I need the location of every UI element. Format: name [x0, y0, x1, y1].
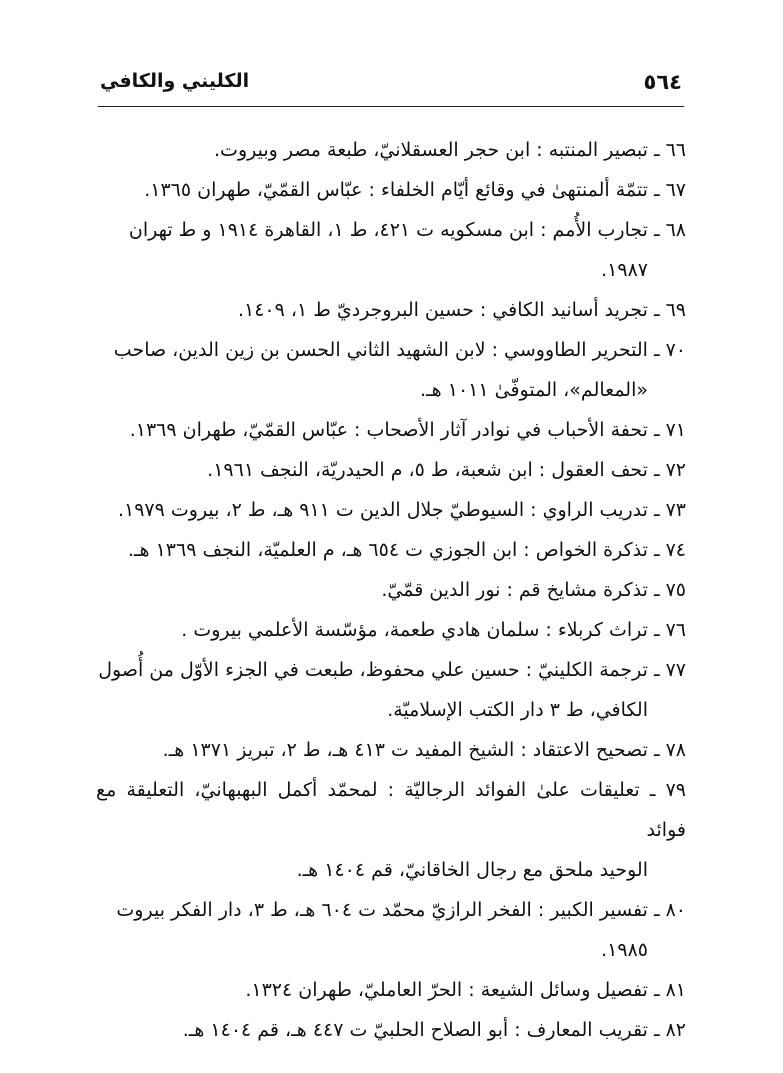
bibliography-entry-69 — [96, 290, 686, 330]
entry-continuation: «المعالم»، المتوفّىٰ ١٠١١ هـ. — [420, 379, 648, 401]
entry-text: ٧٧ ـ ترجمة الكلينيّ : حسين علي محفوظ، طبعت في الجزء الأوّل من أُصول — [98, 659, 686, 681]
entry-text: ٧٤ ـ تذكرة الخواص : ابن الجوزي ت ٦٥٤ هـ، م العلميّة، النجف ١٣٦٩ هـ. — [127, 539, 686, 561]
bibliography-entry-66 — [96, 130, 686, 170]
entry-text: ٧٥ ـ تذكرة مشايخ قم : نور الدين قمّيّ. — [381, 579, 686, 601]
entry-text: ٦٧ ـ تتمّة ألمنتهىٰ في وقائع أيّام الخلفاء : عبّاس القمّيّ، طهران ١٣٦٥. — [144, 179, 686, 201]
bibliography-entry-75 — [96, 570, 686, 610]
entry-text: ٦٩ ـ تجريد أسانيد الكافي : حسين البروجرديّ ط ١، ١٤٠٩. — [237, 299, 686, 321]
header-divider — [98, 106, 684, 107]
entry-text: ٧٣ ـ تدريب الراوي : السيوطيّ جلال الدين ت ٩١١ هـ، ط ٢، بيروت ١٩٧٩. — [117, 499, 686, 521]
entry-continuation: ١٩٨٥. — [601, 939, 648, 961]
bibliography-entry-68 — [96, 210, 686, 290]
bibliography-entry-74 — [96, 530, 686, 570]
bibliography-entry-67 — [96, 170, 686, 210]
bibliography-entry-82 — [96, 1010, 686, 1050]
entry-text: ٧٨ ـ تصحيح الاعتقاد : الشيخ المفيد ت ٤١٣ هـ، ط ٢، تبريز ١٣٧١ هـ. — [162, 739, 686, 761]
entry-text: ٨١ ـ تفصيل وسائل الشيعة : الحرّ العامليّ، طهران ١٣٢٤. — [245, 979, 686, 1001]
entry-text: ٧١ ـ تحفة الأحباب في نوادر آثار الأصحاب : عبّاس القمّيّ، طهران ١٣٦٩. — [129, 419, 686, 441]
entry-text: ٦٨ ـ تجارب الأُمم : ابن مسكويه ت ٤٢١، ط ١، القاهرة ١٩١٤ و ط تهران — [128, 219, 686, 241]
entry-text: ٦٦ ـ تبصير المنتبه : ابن حجر العسقلانيّ، طبعة مصر وبيروت. — [214, 139, 686, 161]
bibliography-list — [96, 130, 686, 1050]
bibliography-entry-79 — [96, 770, 686, 890]
entry-continuation: الكافي، ط ٣ دار الكتب الإسلاميّة. — [387, 699, 648, 721]
entry-continuation: ١٩٨٧. — [601, 259, 648, 281]
bibliography-entry-73 — [96, 490, 686, 530]
running-title: الكليني والكافي — [100, 70, 250, 92]
bibliography-entry-76 — [96, 610, 686, 650]
entry-text: ٧٢ ـ تحف العقول : ابن شعبة، ط ٥، م الحيدريّة، النجف ١٩٦١. — [207, 459, 686, 481]
entry-text: ٧٠ ـ التحرير الطاووسي : لابن الشهيد الثاني الحسن بن زين الدين، صاحب — [113, 339, 686, 361]
page-number: ٥٦٤ — [643, 70, 682, 94]
page-header — [100, 66, 682, 106]
bibliography-entry-70 — [96, 330, 686, 410]
bibliography-entry-72 — [96, 450, 686, 490]
bibliography-entry-78 — [96, 730, 686, 770]
entry-text: ٨٢ ـ تقريب المعارف : أبو الصلاح الحلبيّ ت ٤٤٧ هـ، قم ١٤٠٤ هـ. — [182, 1019, 686, 1041]
entry-text: ٨٠ ـ تفسير الكبير : الفخر الرازيّ محمّد ت ٦٠٤ هـ، ط ٣، دار الفكر بيروت — [116, 899, 686, 921]
bibliography-entry-71 — [96, 410, 686, 450]
entry-text: ٧٩ ـ تعليقات علىٰ الفوائد الرجاليّة : لمحمّد أكمل البهبهانيّ، التعليقة مع فوائد — [96, 779, 686, 841]
bibliography-entry-77 — [96, 650, 686, 730]
bibliography-entry-80 — [96, 890, 686, 970]
entry-text: ٧٦ ـ تراث كربلاء : سلمان هادي طعمة، مؤسّسة الأعلمي بيروت . — [181, 619, 686, 641]
entry-continuation: الوحيد ملحق مع رجال الخاقانيّ، قم ١٤٠٤ هـ. — [296, 859, 648, 881]
bibliography-entry-81 — [96, 970, 686, 1010]
